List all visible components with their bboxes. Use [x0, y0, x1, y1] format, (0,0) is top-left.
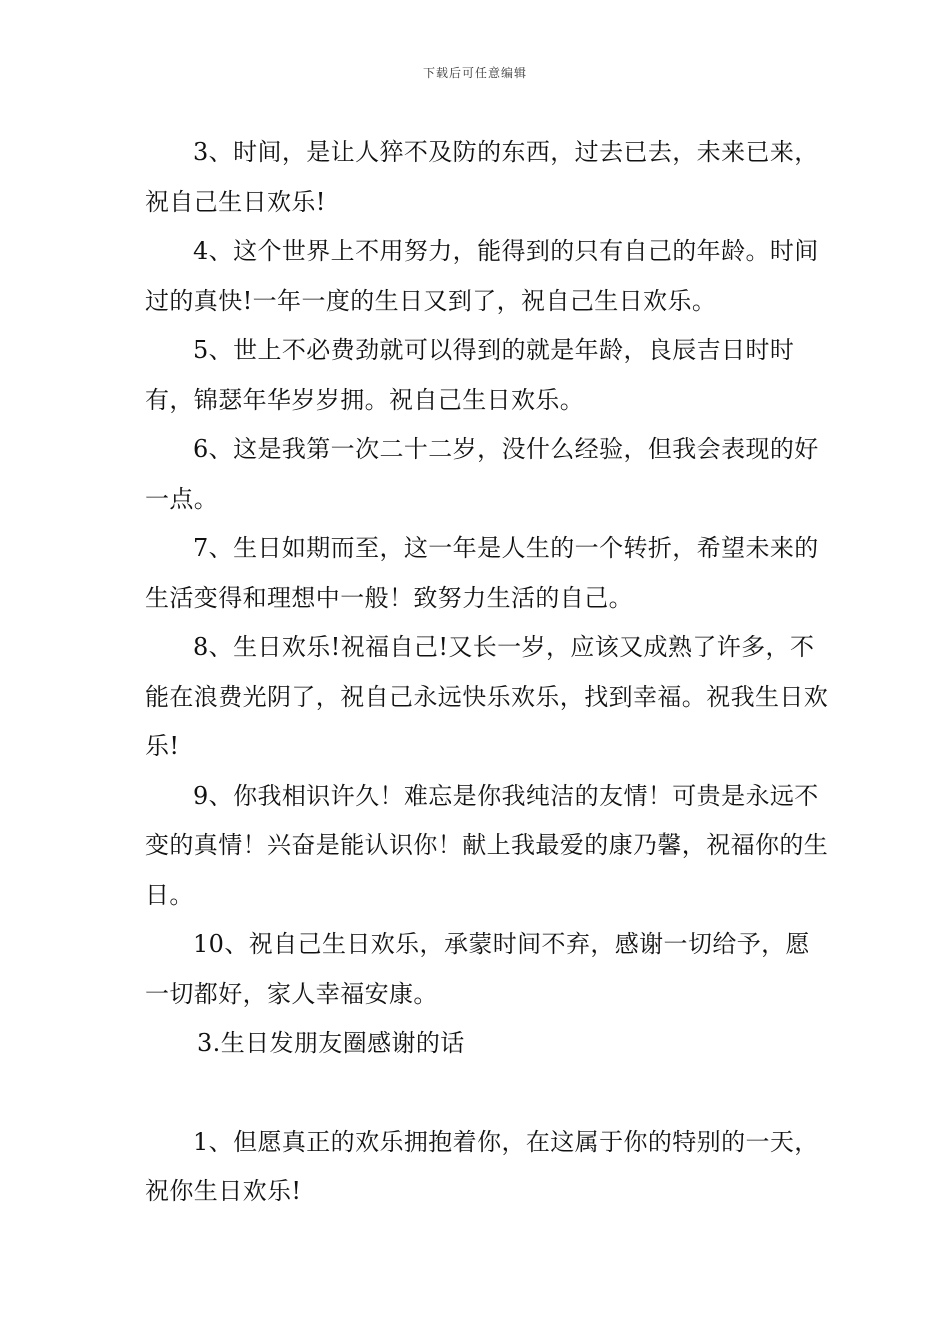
paragraph-10: 10、祝自己生日欢乐，承蒙时间不弃，感谢一切给予，愿一切都好，家人幸福安康。 — [145, 930, 810, 1008]
paragraph-4: 4、这个世界上不用努力，能得到的只有自己的年龄。时间过的真快!一年一度的生日又到了，祝自己生日欢乐。 — [145, 237, 819, 315]
paragraph-9: 9、你我相识许久！难忘是你我纯洁的友情！可贵是永远不变的真情！兴奋是能认识你！献上我最爱的康乃馨，祝福你的生日。 — [145, 781, 829, 909]
paragraph-section3-1: 1、但愿真正的欢乐拥抱着你，在这属于你的特别的一天，祝你生日欢乐! — [145, 1127, 819, 1205]
section-heading: 3.生日发朋友圈感谢的话 — [197, 1029, 465, 1057]
paragraph-5: 5、世上不必费劲就可以得到的就是年龄，良辰吉日时时有，锦瑟年华岁岁拥。祝自己生日欢乐。 — [145, 336, 795, 414]
document-body — [145, 128, 830, 1217]
paragraph-6: 6、这是我第一次二十二岁，没什么经验，但我会表现的好一点。 — [145, 435, 819, 513]
paragraph-7: 7、生日如期而至，这一年是人生的一个转折，希望未来的生活变得和理想中一般！致努力生活的自己。 — [145, 534, 819, 612]
page-header-note: 下载后可任意编辑 — [422, 66, 527, 80]
paragraph-8: 8、生日欢乐!祝福自己!又长一岁，应该又成熟了许多，不能在浪费光阴了，祝自己永远快乐欢乐，找到幸福。祝我生日欢乐! — [145, 633, 829, 760]
paragraph-3: 3、时间，是让人猝不及防的东西，过去已去，未来已来，祝自己生日欢乐! — [145, 138, 819, 216]
section-spacer — [145, 1069, 830, 1118]
